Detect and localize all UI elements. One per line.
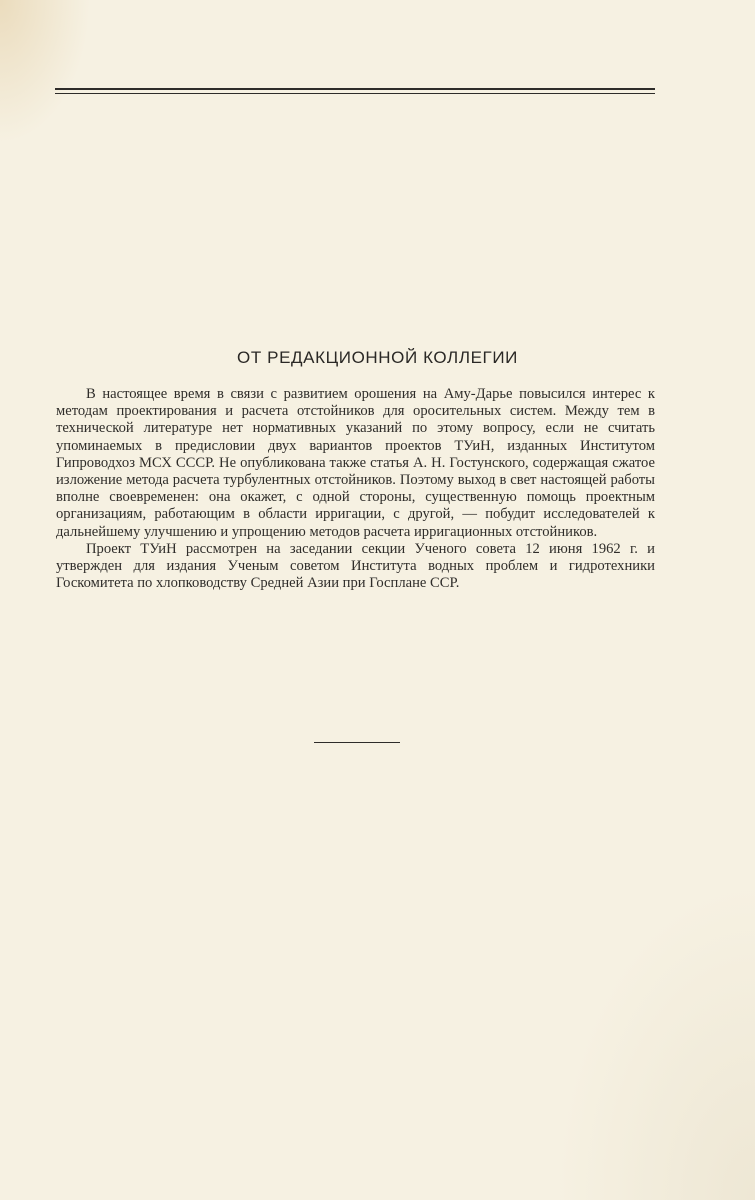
section-heading: ОТ РЕДАКЦИОННОЙ КОЛЛЕГИИ (237, 348, 518, 367)
top-double-rule (55, 88, 655, 94)
body-text (56, 386, 655, 592)
end-rule (314, 742, 400, 743)
paragraph: В настоящее время в связи с развитием орошения на Аму-Дарье повысился интерес к методам проектирования и расчета отстойников для оросительных систем. Между тем в технической литературе нет нормативных указаний по этому вопросу, если не считать упоминаемых в предисловии двух вариантов проектов ТУиН, изданных Институтом Гипроводхоз МСХ СССР. Не опубликована также статья А. Н. Гостунского, содержащая сжатое изложение метода расчета турбулентных отстойников. Поэтому выход в свет настоящей работы вполне своевременен: она окажет, с одной стороны, существенную помощь проектным организациям, работающим в области ирригации, с другой, — побудит исследователей к дальнейшему улучшению и упрощению методов расчета ирригационных отстойников. (56, 386, 655, 540)
paragraph: Проект ТУиН рассмотрен на заседании секции Ученого совета 12 июня 1962 г. и утвержден для издания Ученым советом Института водных проблем и гидротехники Госкомитета по хлопководству Средней Азии при Госплане ССР. (56, 540, 655, 592)
